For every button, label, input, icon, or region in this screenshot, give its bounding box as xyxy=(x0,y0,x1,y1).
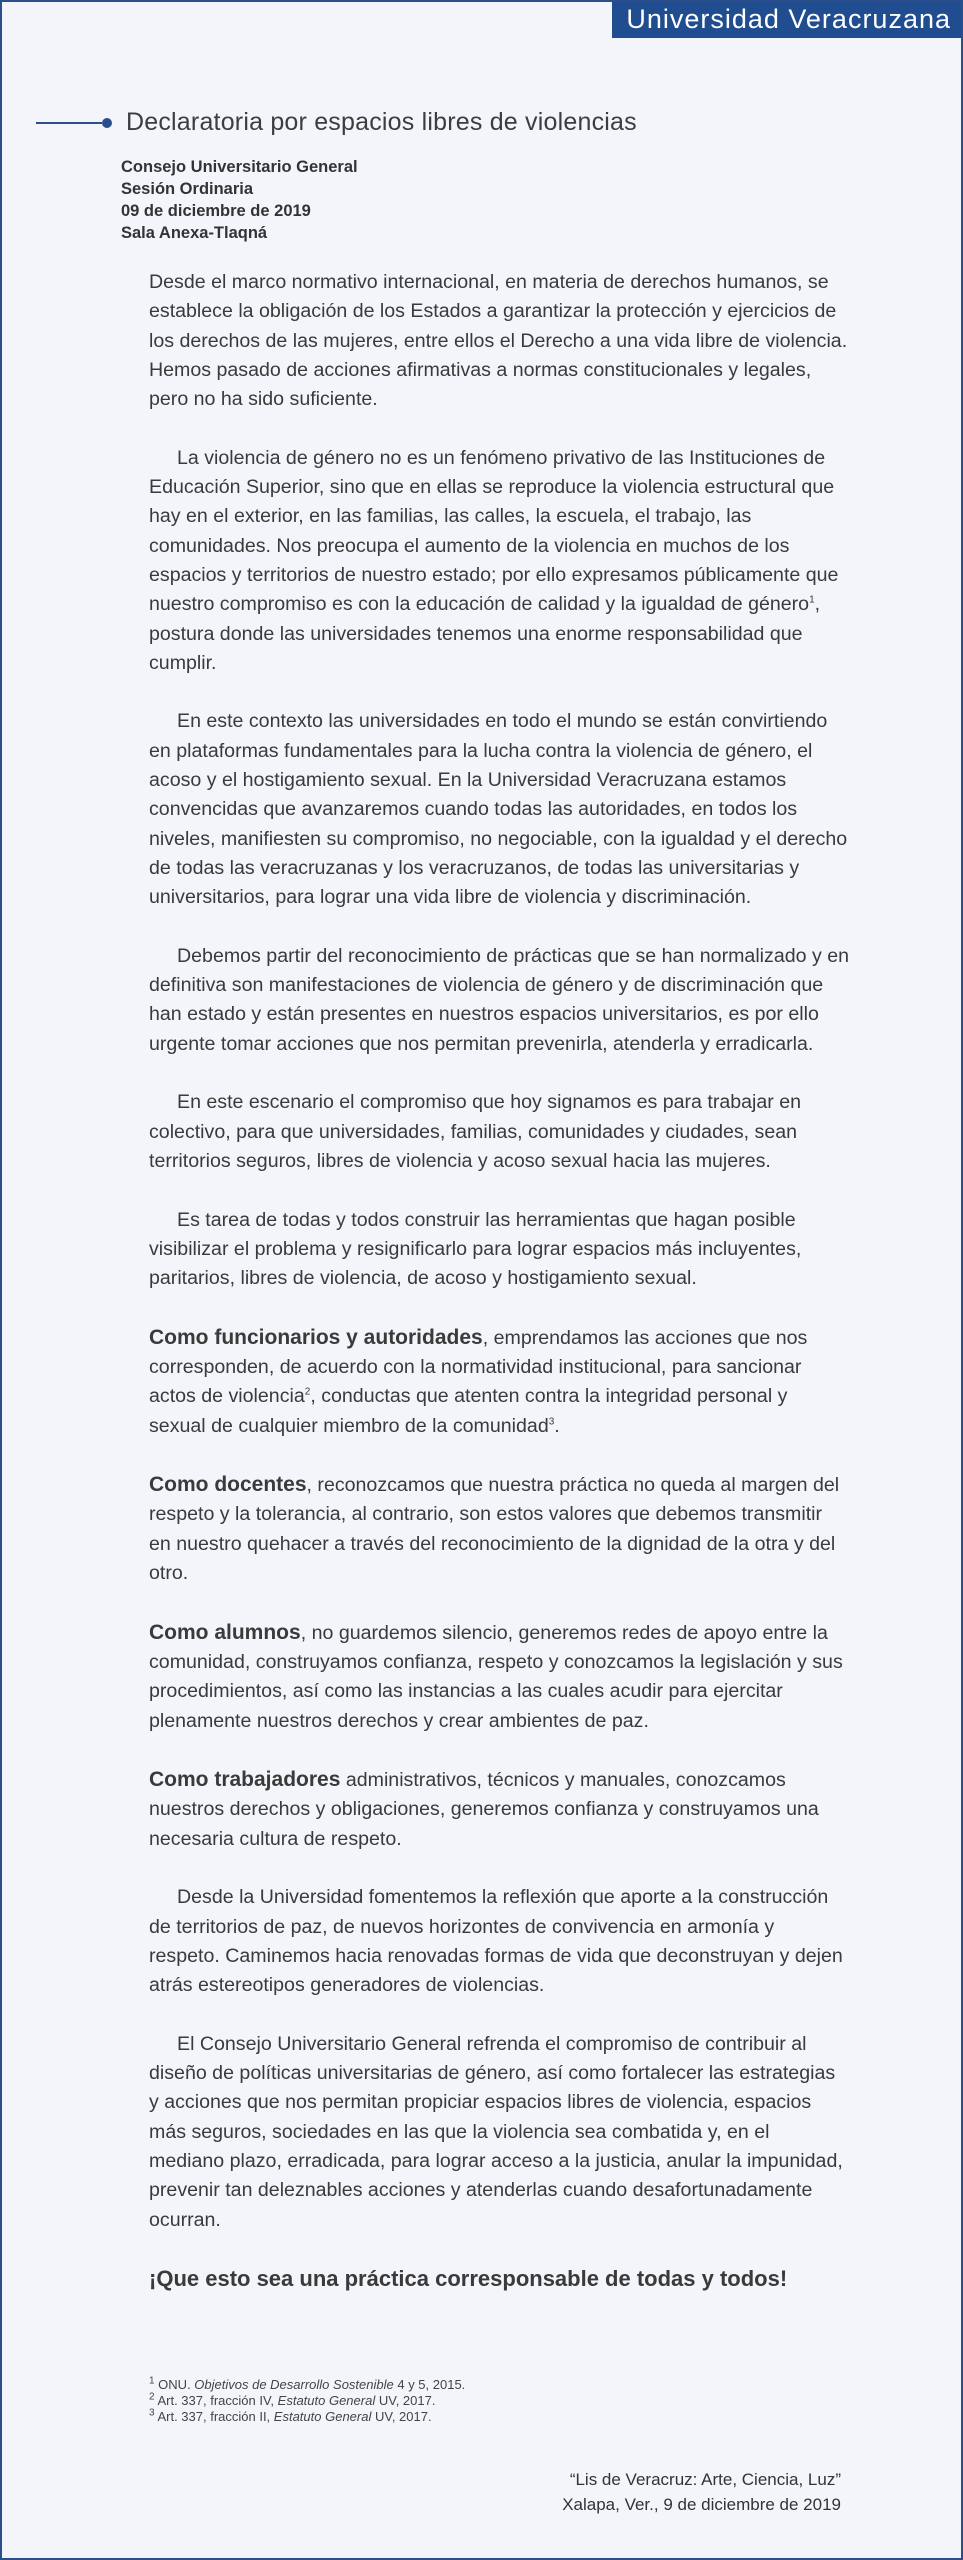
paragraph-12: El Consejo Universitario General refrenda el compromiso de contribuir al diseño de políticas universitarias de género, así como fortalecer las estrategias y acciones que nos permitan propiciar espacios libres de violencia, espacios más seguros, sociedades en las que la violencia sea combatida y, en el mediano plazo, erradicada, para lograr acceso a la justicia, anular la impunidad, prevenir tan deleznables acciones y atenderlas cuando desafortunadamente ocurran. xyxy=(149,2032,843,2231)
bullet-dot-icon xyxy=(102,118,112,128)
motto: “Lis de Veracruz: Arte, Ciencia, Luz” xyxy=(569,2470,841,2489)
university-brand-banner: Universidad Veracruzana xyxy=(612,2,961,38)
footnotes xyxy=(149,2377,465,2425)
closing-statement: ¡Que esto sea una práctica corresponsable de todas y todos! xyxy=(149,2266,788,2292)
paragraph-students: Como alumnos, no guardemos silencio, generemos redes de apoyo entre la comunidad, construyamos confianza, respeto y conozcamos la legislación y sus procedimientos, así como las instancias a las cuales acudir para ejercitar plenamente nuestros derechos y crear ambientes de paz. xyxy=(149,1620,843,1732)
title-row xyxy=(36,108,637,137)
meta-date: 09 de diciembre de 2019 xyxy=(121,202,311,220)
paragraph-5: En este escenario el compromiso que hoy signamos es para trabajar en colectivo, para que universidades, familias, comunidades y ciudades, sean territorios seguros, libres de violencia y acoso sexual hacia las mujeres. xyxy=(149,1091,802,1172)
paragraph-4: Debemos partir del reconocimiento de prácticas que se han normalizado y en definitiva son manifestaciones de violencia de género y de discriminación que han estado y están presentes en nuestros espacios universitarios, es por ello urgente tomar acciones que nos permitan prevenirla, atenderla y erradicarla. xyxy=(149,944,849,1055)
signature-block xyxy=(562,2467,841,2517)
paragraph-teachers: Como docentes, reconozcamos que nuestra práctica no queda al margen del respeto y la tolerancia, al contrario, son estos valores que debemos transmitir en nuestro quehacer a través del reconocimiento de la dignidad de la otra y del otro. xyxy=(149,1473,840,1585)
meta-room: Sala Anexa-Tlaqná xyxy=(121,224,268,242)
paragraph-2: La violencia de género no es un fenómeno privativo de las Instituciones de Educación Superior, sino que en ellas se reproduce la violencia estructural que hay en el exterior, en las familias, las calles, la escuela, el trabajo, las comunidades. Nos preocupa el aumento de la violencia en muchos de los espacios y territorios de nuestro estado; por ello expresamos públicamente que nuestro compromiso es con la educación de calidad y la igualdad de género$^1$, postura donde las universidades tenemos una enorme responsabilidad que cumplir. xyxy=(149,446,839,674)
paragraph-6: Es tarea de todas y todos construir las herramientas que hagan posible visibilizar el problema y resignificarlo para lograr espacios más incluyentes, paritarios, libres de violencia, de acoso y hostigamiento sexual. xyxy=(149,1208,802,1290)
meta-council: Consejo Universitario General xyxy=(121,158,358,176)
footnote-1: $^1$ ONU. Objetivos de Desarrollo Sostenible 4 y 5, 2015. xyxy=(149,2375,466,2392)
document-title: Declaratoria por espacios libres de violencias xyxy=(126,108,637,136)
footnote-ref-2: 2 xyxy=(304,1386,311,1398)
paragraph-3: En este contexto las universidades en todo el mundo se están convirtiendo en plataformas fundamentales para la lucha contra la violencia de género, el acoso y el hostigamiento sexual. En la Universidad Veracruzana estamos convencidas que avanzaremos cuando todas las autoridades, en todos los niveles, manifiesten su compromiso, no negociable, con la igualdad y el derecho de todas las veracruzanas y los veracruzanos, de todas las universitarias y universitarios, para lograr una vida libre de violencia y discriminación. xyxy=(149,710,848,909)
meta-session: Sesión Ordinaria xyxy=(121,180,254,198)
place-date: Xalapa, Ver., 9 de diciembre de 2019 xyxy=(562,2495,841,2514)
paragraph-11: Desde la Universidad fomentemos la reflexión que aporte a la construcción de territorios de paz, de nuevos horizontes de convivencia en armonía y respeto. Caminemos hacia renovadas formas de vida que deconstruyan y dejen atrás estereotipos generadores de violencias. xyxy=(149,1886,843,1997)
footnote-2: $^2$ Art. 337, fracción IV, Estatuto General UV, 2017. xyxy=(149,2391,436,2408)
title-rule xyxy=(36,122,102,124)
session-meta xyxy=(121,156,358,244)
footnote-3: $^3$ Art. 337, fracción II, Estatuto General UV, 2017. xyxy=(149,2407,432,2424)
paragraph-authorities: Como funcionarios y autoridades, emprendamos las acciones que nos corresponden, de acuerdo con la normatividad institucional, para sancionar actos de violencia$^2$, conductas que atenten contra la integridad personal y sexual de cualquier miembro de la comunidad$^3$. xyxy=(149,1325,808,1437)
paragraph-workers: Como trabajadores administrativos, técnicos y manuales, conozcamos nuestros derechos y obligaciones, generemos confianza y construyamos una necesaria cultura de respeto. xyxy=(149,1768,819,1850)
footnote-ref-1: 1 xyxy=(809,594,815,606)
declaration-body xyxy=(149,268,849,2293)
paragraph-1: Desde el marco normativo internacional, en materia de derechos humanos, se establece la obligación de los Estados a garantizar la protección y ejercicios de los derechos de las mujeres, entre ellos el Derecho a una vida libre de violencia. Hemos pasado de acciones afirmativas a normas constitucionales y legales, pero no ha sido suficiente. xyxy=(149,271,848,411)
footnote-ref-3: 3 xyxy=(548,1416,555,1428)
